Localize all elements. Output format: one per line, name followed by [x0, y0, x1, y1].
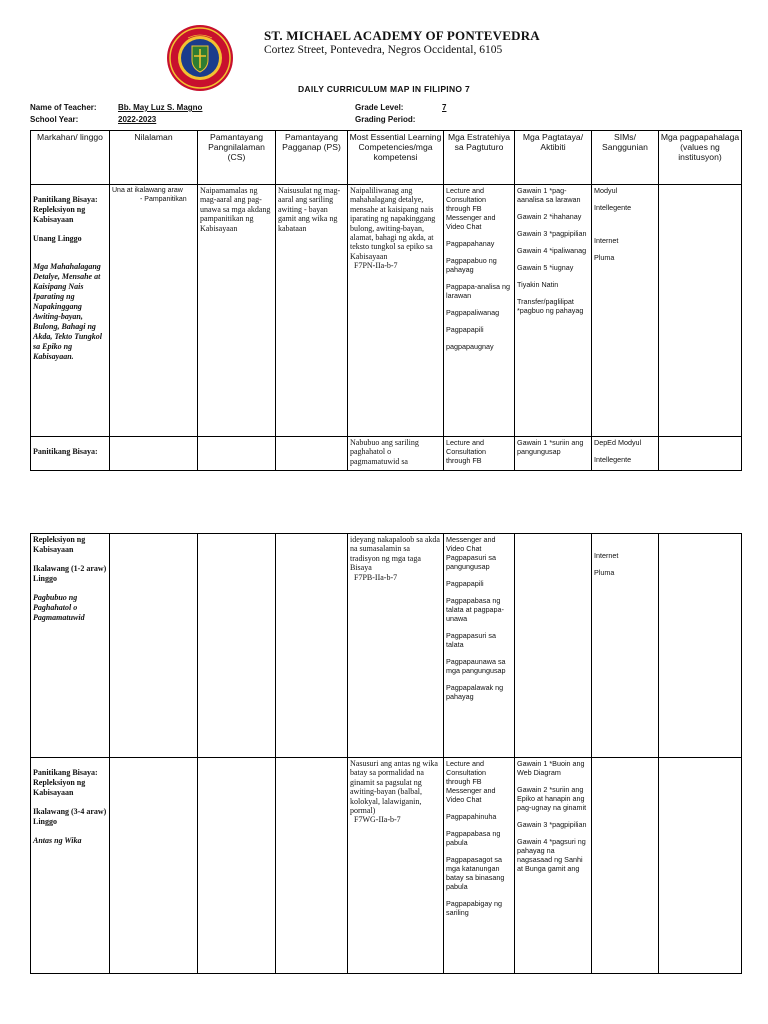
row1-ps: Naisusulat ng mag-aaral ang sariling awiting - bayan gamit ang wika ng kabataan — [276, 185, 348, 437]
list-item: Pagpapahanay — [446, 239, 495, 248]
row3-pagpapahalaga — [659, 758, 742, 974]
row1-days: Una at ikalawang araw — [112, 187, 183, 194]
list-item: Gawain 4 *ipaliwanag — [517, 246, 587, 255]
list-item: Gawain 4 *pagsuri ng pahayag na nagsasaad ng Sanhi at Bunga gamit ang — [517, 837, 586, 873]
list-item: Pagpapalawak ng pahayag — [446, 683, 504, 701]
list-item: Gawain 5 *iugnay — [517, 263, 574, 272]
list-item: Pagpapasuri sa pangungusap — [446, 553, 496, 571]
row2-ps-top — [276, 437, 348, 471]
list-item: Pagpapabasa ng talata at pagpapa-unawa — [446, 596, 504, 623]
row1-unit-title: Panitikang Bisaya: Repleksiyon ng Kabisayaan — [33, 195, 98, 224]
row1-pampanitikan: - Pampanitikan — [140, 196, 187, 203]
row3-markahan — [31, 758, 110, 974]
header-markahan: Markahan/ linggo — [31, 131, 110, 185]
row3-melc — [348, 758, 444, 974]
row2-sims — [592, 534, 659, 758]
grade-level-value: 7 — [442, 103, 447, 112]
header-cs: Pamantayang Pangnilalaman (CS) — [198, 131, 276, 185]
list-item: Gawain 2 *ihahanay — [517, 212, 582, 221]
list-item: Transfer/paglilipat *pagbuo ng pahayag — [517, 297, 584, 315]
list-item: Lecture and Consultation through FB Messenger and Video Chat — [446, 186, 496, 231]
curriculum-table-page2 — [30, 533, 742, 974]
row1-markahan — [31, 185, 110, 437]
list-item: Internet — [594, 551, 619, 560]
row3-cs — [198, 758, 276, 974]
row2-pagpapahalaga — [659, 534, 742, 758]
row2-melc-top: Nabubuo ang sariling paghahatol o pagmamatuwid sa — [348, 437, 444, 471]
list-item: Pagpapaliwanag — [446, 308, 500, 317]
table-row — [31, 437, 742, 471]
row1-melc-code: F7PN-IIa-b-7 — [354, 261, 398, 271]
row2-markahan-top — [31, 437, 110, 471]
row1-cs: Naipamamalas ng mag-aaral ang pag-unawa sa mga akdang pampanitikan ng Kabisayaan — [198, 185, 276, 437]
school-name: ST. MICHAEL ACADEMY OF PONTEVEDRA — [264, 28, 540, 43]
document-title: DAILY CURRICULUM MAP IN FILIPINO 7 — [297, 84, 471, 94]
row3-pagtataya — [515, 758, 592, 974]
row1-estratehiya — [444, 185, 515, 437]
list-item: Gawain 1 *Buoin ang Web Diagram — [517, 759, 585, 777]
school-year-value: 2022-2023 — [118, 115, 157, 124]
list-item: Intellegente — [594, 455, 632, 464]
row3-nilalaman — [110, 758, 198, 974]
list-item: Gawain 3 *pagpipilian — [517, 820, 587, 829]
header-pagpapahalaga: Mga pagpapahalaga (values ng institusyon) — [659, 131, 742, 185]
row2-week: Ikalawang (1-2 araw) Linggo — [33, 564, 107, 583]
list-item: Gawain 3 *pagpipilian — [517, 229, 587, 238]
table-header-row — [31, 131, 742, 185]
school-year-label: School Year: — [30, 115, 79, 124]
list-item: Pagpapabasa ng pabula — [446, 829, 501, 847]
row3-sims — [592, 758, 659, 974]
list-item: Pluma — [594, 253, 615, 262]
row1-melc-text: Naipaliliwanag ang mahahalagang detalye, mensahe at kaisipang nais iparating ng napakinggang bulong, awiting-bayan, alamat, bahagi ng akda, at teksto tungkol sa epiko sa Kabisayaan — [350, 186, 436, 261]
table-row — [31, 758, 742, 974]
row2-unit-title-top: Panitikang Bisaya: — [33, 447, 98, 456]
header-ps: Pamantayang Pagganap (PS) — [276, 131, 348, 185]
row3-estratehiya — [444, 758, 515, 974]
row2-estratehiya-top: Lecture and Consultation through FB — [444, 437, 515, 471]
table-row — [31, 534, 742, 758]
row2-pagtataya-top: Gawain 1 *suriin ang pangungusap — [515, 437, 592, 471]
header-pagtataya: Mga Pagtataya/ Aktibiti — [515, 131, 592, 185]
teacher-label: Name of Teacher: — [30, 103, 97, 112]
list-item: Intellegente — [594, 203, 632, 212]
row2-ps — [276, 534, 348, 758]
row2-melc — [348, 534, 444, 758]
row3-week: Ikalawang (3-4 araw) Linggo — [33, 807, 107, 826]
row1-pagpapahalaga — [659, 185, 742, 437]
list-item: Internet — [594, 236, 619, 245]
list-item: Gawain 2 *suriin ang Epiko at hanapin ang pag-ugnay na ginamit — [517, 785, 587, 812]
school-address: Cortez Street, Pontevedra, Negros Occidental, 6105 — [264, 44, 503, 56]
list-item: Lecture and Consultation through FB Messenger and Video Chat — [446, 759, 496, 804]
row2-melc-text: ideyang nakapaloob sa akda na sumasalamin sa tradisyon ng mga taga Bisaya — [350, 535, 440, 573]
list-item: Tiyakin Natin — [517, 280, 559, 289]
row1-week: Unang Linggo — [33, 234, 82, 243]
list-item: Pagpapahinuha — [446, 812, 497, 821]
header-melc: Most Essential Learning Competencies/mga kompetensi — [348, 131, 444, 185]
list-item: Gawain 1 *pag-aanalisa sa larawan — [517, 186, 581, 204]
row3-topic: Antas ng Wika — [33, 836, 82, 845]
list-item: Pagpapapili — [446, 325, 484, 334]
row1-melc — [348, 185, 444, 437]
list-item: pagpapaugnay — [446, 342, 494, 351]
row2-nilalaman — [110, 534, 198, 758]
row2-pagpapahalaga-top — [659, 437, 742, 471]
row2-topic: Pagbubuo ng Paghahatol o Pagmamatuwid — [33, 593, 85, 622]
list-item: Pagpapabuo ng pahayag — [446, 256, 497, 274]
grading-period-label: Grading Period: — [355, 115, 416, 124]
row2-cs — [198, 534, 276, 758]
school-seal-icon — [166, 24, 234, 92]
row3-melc-code: F7WG-IIa-b-7 — [354, 815, 401, 825]
row2-melc-code: F7PB-IIa-b-7 — [354, 572, 398, 582]
row2-unit-title: Repleksiyon ng Kabisayaan — [33, 535, 86, 554]
row1-nilalaman — [110, 185, 198, 437]
row3-melc-text: Nasusuri ang antas ng wika batay sa pormalidad na ginamit sa pagsulat ng awiting-bayan (balbal, kolokyal, lalawiganin, pormal) — [350, 759, 438, 816]
row2-sims-top — [592, 437, 659, 471]
header-nilalaman: Nilalaman — [110, 131, 198, 185]
list-item: DepEd Modyul — [594, 438, 642, 447]
grade-level-label: Grade Level: — [355, 103, 404, 112]
teacher-value: Bb. May Luz S. Magno — [118, 103, 203, 112]
list-item: Pagpapabigay ng sariling — [446, 899, 502, 917]
header-sims: SIMs/ Sanggunian — [592, 131, 659, 185]
row3-ps — [276, 758, 348, 974]
row2-markahan — [31, 534, 110, 758]
list-item: Pagpapapili — [446, 579, 484, 588]
list-item: Pagpapaunawa sa mga pangungusap — [446, 657, 506, 675]
row1-sims — [592, 185, 659, 437]
row3-unit-title: Panitikang Bisaya: Repleksiyon ng Kabisayaan — [33, 768, 98, 797]
row1-topic: Mga Mahahalagang Detalye, Mensahe at Kaisipang Nais Iparating ng Napakinggang Awiting-bayan, Bulong, Bahagi ng Akda, Tekto Tungkol sa Epiko ng Kabisayaan. — [33, 262, 102, 361]
row2-estratehiya — [444, 534, 515, 758]
list-item: Pagpapa-analisa ng larawan — [446, 282, 510, 300]
list-item: Messenger and Video Chat — [446, 535, 496, 553]
list-item: Pagpapasuri sa talata — [446, 631, 496, 649]
curriculum-table-page1 — [30, 130, 742, 471]
row1-pagtataya — [515, 185, 592, 437]
row2-nilalaman-top — [110, 437, 198, 471]
table-row — [31, 185, 742, 437]
list-item: Pagpapasagot sa mga katanungan batay sa binasang pabula — [446, 855, 505, 891]
list-item: Modyul — [594, 186, 618, 195]
list-item: Pluma — [594, 568, 615, 577]
row2-cs-top — [198, 437, 276, 471]
row2-pagtataya — [515, 534, 592, 758]
header-estratehiya: Mga Estratehiya sa Pagtuturo — [444, 131, 515, 185]
